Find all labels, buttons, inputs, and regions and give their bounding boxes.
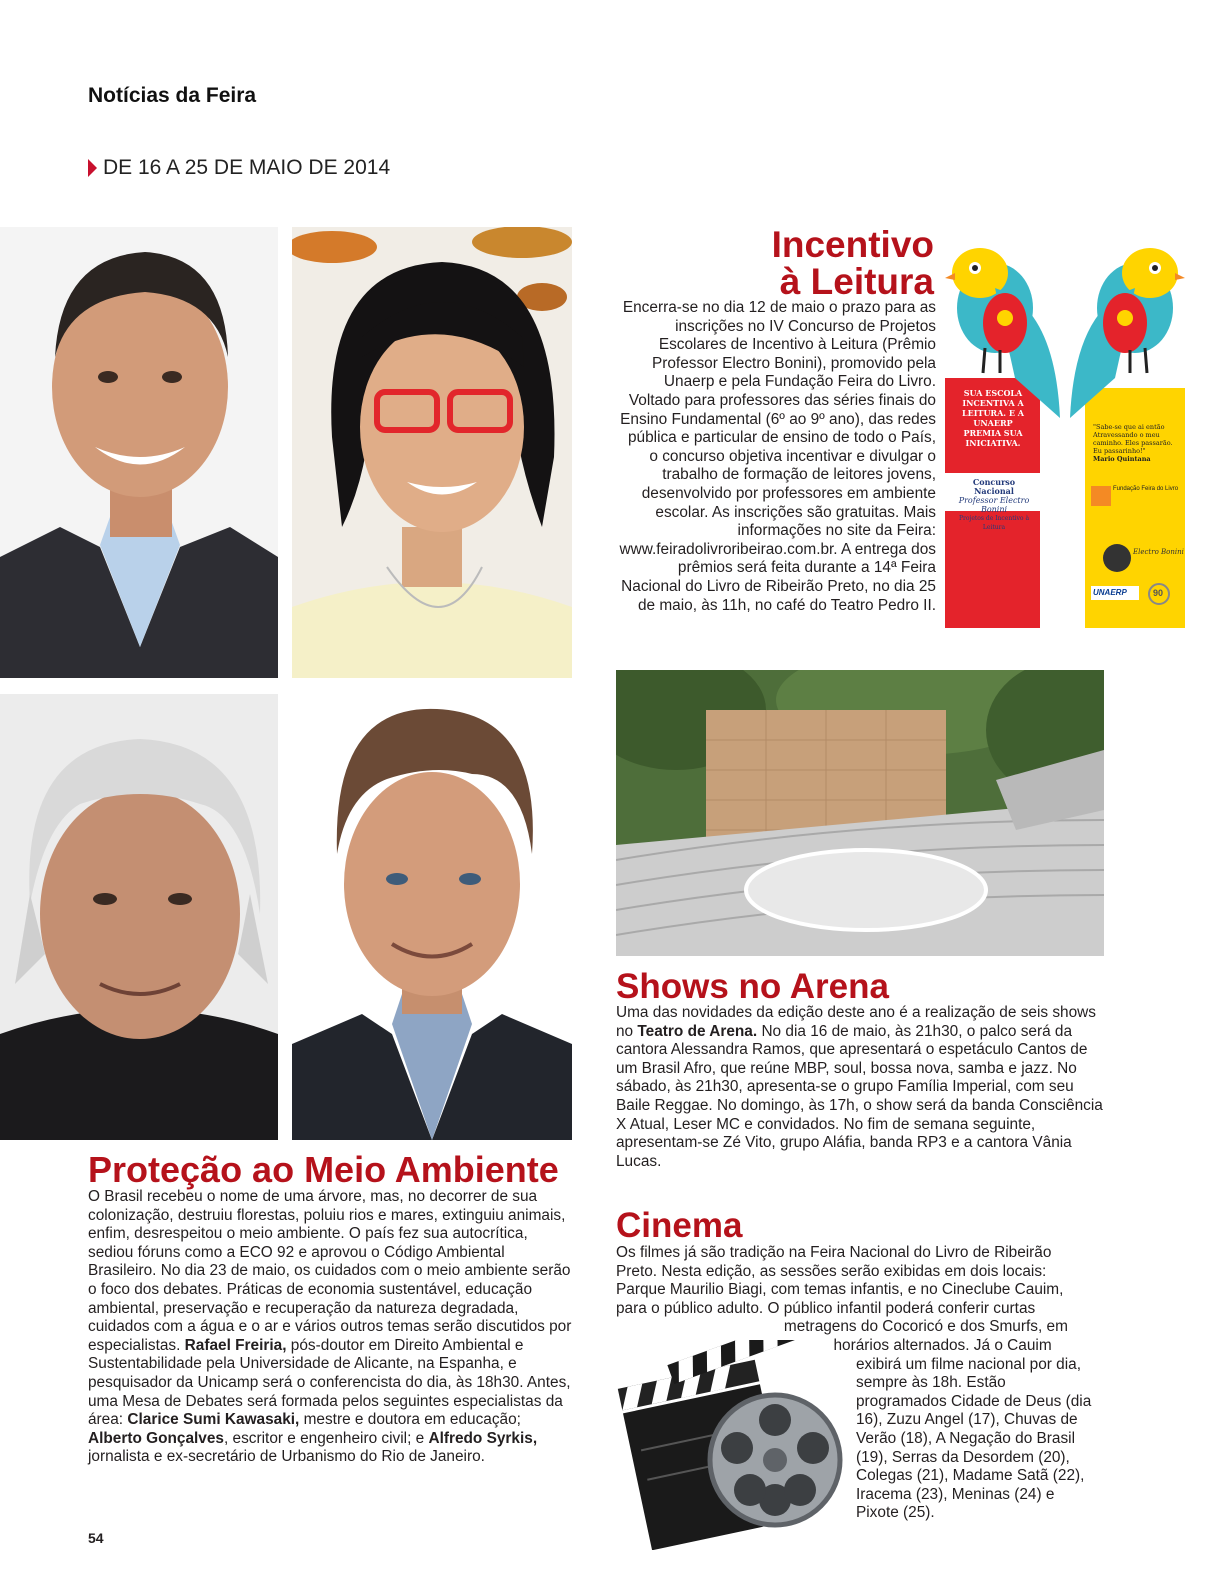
poster-contest-sub: Professor Electro Bonini [958,496,1030,514]
portrait-photo-3 [0,694,278,1140]
poster-quote-author: Mario Quintana [1093,455,1151,463]
portrait-photo-2 [292,227,572,678]
poster-slogan: SUA ESCOLA INCENTIVA A LEITURA. E A UNAERP PREMIA SUA INICIATIVA. [962,388,1024,448]
speaker-name-1: Rafael Freiria, [184,1336,287,1354]
incentivo-body: Encerra-se no dia 12 de maio o prazo para as inscrições no IV Concurso de Projetos Escolares de Incentivo à Leitura (Prêmio Professor Electro Bonini), promovido pela Unaerp e pela Fundação Feira do Livro. Voltado para professores das séries finais do Ensino Fundamental (6º ao 9º ano), das redes pública e particular de ensino de todo o País, o concurso objetiva incentivar e divulgar o trabalho de formação de leitores jovens, desenvolvido por professores em ambiente escolar. As inscrições são gratuitas. Mais informações no site da Feira: www.feiradolivroribeirao.com.br. A entrega dos prêmios será feita durante a 14ª Feira Nacional do Livro de Ribeirão Preto, no dia 25 de maio, às 11h, no café do Teatro Pedro II. [619,299,936,614]
poster-contest-line: Projetos de Incentivo à Leitura [958,515,1030,531]
poster-quote-text: "Sabe-se que ai então Atravessando o meu caminho. Eles passarão. Eu passarinho!" [1093,423,1173,455]
meio-ambiente-p5: jornalista e ex-secretário de Urbanismo do Rio de Janeiro. [88,1448,485,1466]
poster-foundation: Fundação Feira do Livro [1113,486,1179,492]
arena-photo [616,670,1104,956]
poster-contest [953,478,1035,532]
meio-ambiente-title: Proteção ao Meio Ambiente [88,1149,559,1190]
meio-ambiente-body [88,1188,572,1467]
arrow-right-icon [88,159,97,177]
meio-ambiente-p4: , escritor e engenheiro civil; e [224,1429,425,1447]
date-text: DE 16 A 25 DE MAIO DE 2014 [103,156,391,179]
poster-bonini: Electro Bonini [1133,548,1184,556]
incentivo-title-line2: à Leitura [779,261,934,302]
portrait-photo-4 [292,694,572,1140]
speaker-name-3: Alberto Gonçalves [88,1429,224,1447]
meio-ambiente-p2: pós-doutor em Direito Ambiental e Sustentabilidade pela Universidade de Alicante, na Espanha, e pesquisador da Unicamp será o conferencista do dia, às 18h30. Antes, uma Mesa de Debates será formada pelos seguintes especialistas da área: [88,1336,571,1429]
speaker-name-4: Alfredo Syrkis, [428,1429,538,1447]
cinema-body-text: Os filmes já são tradição na Feira Nacional do Livro de Ribeirão Preto. Nesta edição, as sessões serão exibidas em dois locais: Parque Maurilio Biagi, com temas infantis, e no Cineclube Cauim, para o público adulto. O público infantil poderá conferir curtas metragens do Cocoricó e dos Smurfs, em horários alternados. Já o Cauim exibirá um filme nacional por dia, sempre às 18h. Estão programados Cidade de Deus (dia 16), Zuzu Angel (17), Chuvas de Verão (18), A Negação do Brasil (19), Serras da Desordem (20), Colegas (21), Madame Satã (22), Iracema (23), Meninas (24) e Pixote (25). [616,1244,1092,1522]
portrait-photo-1 [0,227,278,678]
arena-body-p1: Uma das novidades da edição deste ano é a realização de seis shows no [616,1004,1096,1040]
date-line [88,156,390,180]
clapperboard-film-reel-icon [610,1340,850,1550]
poster-unaerp-logo: UNAERP [1093,588,1127,597]
contest-poster [945,228,1185,628]
arena-body-p2: No dia 16 de maio, às 21h30, o palco será da cantora Alessandra Ramos, que apresentará o espetáculo Cantos de um Brasil Afro, que reúne MBP, soul, bossa nova, samba e jazz. No sábado, às 21h30, apresenta-se o grupo Família Imperial, com seu Baile Reggae. No domingo, às 17h, o show será da banda Consciência X Atual, Leser MC e convidados. No fim de semana seguinte, apresentam-se Zé Vito, grupo Aláfia, banda RP3 e a cantora Vânia Lucas. [616,1022,1103,1170]
arena-venue: Teatro de Arena. [637,1022,758,1040]
incentivo-title-line1: Incentivo [771,224,934,265]
cinema-title: Cinema [616,1206,743,1245]
arena-title: Shows no Arena [616,967,889,1006]
section-label: Notícias da Feira [88,84,257,107]
poster-contest-name: Concurso Nacional [972,477,1016,496]
poster-years: 90 [1153,588,1164,598]
meio-ambiente-p1: O Brasil recebeu o nome de uma árvore, mas, no decorrer de sua colonização, destruiu florestas, poluiu rios e mares, extinguiu animais, enfim, desrespeitou o meio ambiente. O país fez sua autocrítica, sediou fóruns como a ECO 92 e aprovou o Código Ambiental Brasileiro. No dia 23 de maio, os cuidados com o meio ambiente serão o foco dos debates. Práticas de economia sustentável, educação ambiental, preservação e recuperação da natureza degradada, cuidados com a água e o ar e vários outros temas serão discutidos por especialistas. [88,1188,572,1354]
meio-ambiente-p3: mestre e doutora em educação; [303,1411,521,1429]
incentivo-title [772,226,934,300]
arena-body [616,1004,1106,1171]
poster-quote [1093,423,1179,463]
page-number: 54 [88,1530,104,1546]
speaker-name-2: Clarice Sumi Kawasaki, [127,1411,300,1429]
